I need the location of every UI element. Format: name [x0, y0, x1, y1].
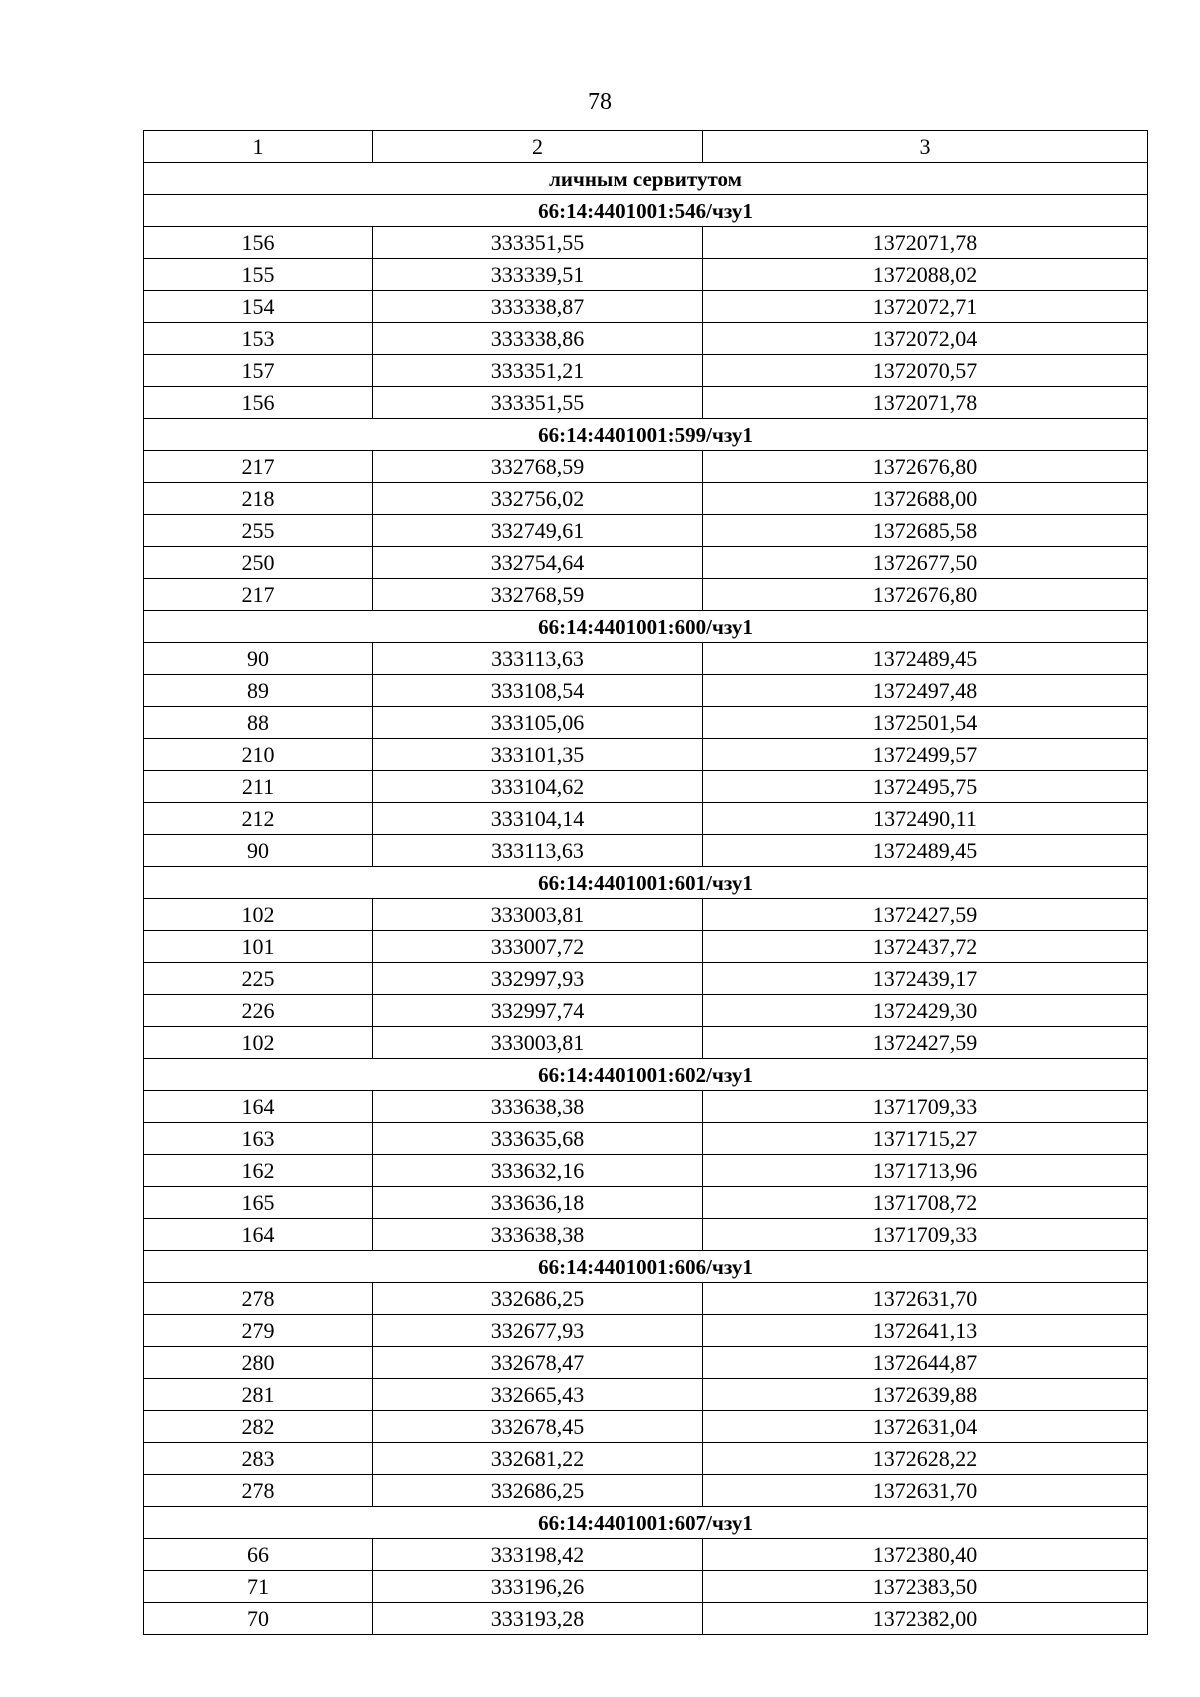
- x-coordinate-cell: 333105,06: [373, 707, 703, 739]
- point-number-cell: 89: [144, 675, 373, 707]
- x-coordinate-cell: 332749,61: [373, 515, 703, 547]
- y-coordinate-cell: 1372489,45: [703, 643, 1148, 675]
- point-number-cell: 279: [144, 1315, 373, 1347]
- y-coordinate-cell: 1371708,72: [703, 1187, 1148, 1219]
- section-title-row: [144, 867, 1148, 899]
- y-coordinate-cell: 1372688,00: [703, 483, 1148, 515]
- x-coordinate-cell: 333351,55: [373, 227, 703, 259]
- point-number-cell: 66: [144, 1539, 373, 1571]
- y-coordinate-cell: 1371709,33: [703, 1219, 1148, 1251]
- table-row: [144, 1283, 1148, 1315]
- point-number-cell: 162: [144, 1155, 373, 1187]
- point-number-cell: 225: [144, 963, 373, 995]
- x-coordinate-cell: 333007,72: [373, 931, 703, 963]
- x-coordinate-cell: 333104,14: [373, 803, 703, 835]
- y-coordinate-cell: 1372501,54: [703, 707, 1148, 739]
- y-coordinate-cell: 1372631,70: [703, 1475, 1148, 1507]
- point-number-cell: 88: [144, 707, 373, 739]
- point-number-cell: 70: [144, 1603, 373, 1635]
- page-number: 78: [588, 89, 612, 115]
- section-title: 66:14:4401001:607/чзу1: [144, 1507, 1148, 1539]
- table-row: [144, 1443, 1148, 1475]
- x-coordinate-cell: 332997,93: [373, 963, 703, 995]
- y-coordinate-cell: 1372685,58: [703, 515, 1148, 547]
- section-title-row: [144, 1507, 1148, 1539]
- x-coordinate-cell: 332677,93: [373, 1315, 703, 1347]
- point-number-cell: 255: [144, 515, 373, 547]
- point-number-cell: 154: [144, 291, 373, 323]
- table-row: [144, 675, 1148, 707]
- section-title: 66:14:4401001:600/чзу1: [144, 611, 1148, 643]
- x-coordinate-cell: 332768,59: [373, 579, 703, 611]
- header-cell-2: 2: [373, 131, 703, 163]
- y-coordinate-cell: 1372631,70: [703, 1283, 1148, 1315]
- x-coordinate-cell: 333113,63: [373, 643, 703, 675]
- x-coordinate-cell: 333351,21: [373, 355, 703, 387]
- point-number-cell: 281: [144, 1379, 373, 1411]
- y-coordinate-cell: 1372071,78: [703, 387, 1148, 419]
- section-title: 66:14:4401001:601/чзу1: [144, 867, 1148, 899]
- table-row: [144, 931, 1148, 963]
- point-number-cell: 211: [144, 771, 373, 803]
- x-coordinate-cell: 332678,47: [373, 1347, 703, 1379]
- x-coordinate-cell: 333003,81: [373, 1027, 703, 1059]
- point-number-cell: 165: [144, 1187, 373, 1219]
- table-row: [144, 739, 1148, 771]
- table-row: [144, 643, 1148, 675]
- y-coordinate-cell: 1372437,72: [703, 931, 1148, 963]
- x-coordinate-cell: 333101,35: [373, 739, 703, 771]
- y-coordinate-cell: 1371713,96: [703, 1155, 1148, 1187]
- table-row: [144, 803, 1148, 835]
- y-coordinate-cell: 1372497,48: [703, 675, 1148, 707]
- table-row: [144, 1379, 1148, 1411]
- y-coordinate-cell: 1372088,02: [703, 259, 1148, 291]
- section-title-row: [144, 1251, 1148, 1283]
- y-coordinate-cell: 1372631,04: [703, 1411, 1148, 1443]
- table-caption: личным сервитутом: [144, 163, 1148, 195]
- point-number-cell: 217: [144, 579, 373, 611]
- section-title: 66:14:4401001:606/чзу1: [144, 1251, 1148, 1283]
- point-number-cell: 157: [144, 355, 373, 387]
- x-coordinate-cell: 333193,28: [373, 1603, 703, 1635]
- x-coordinate-cell: 333632,16: [373, 1155, 703, 1187]
- y-coordinate-cell: 1372641,13: [703, 1315, 1148, 1347]
- point-number-cell: 156: [144, 387, 373, 419]
- y-coordinate-cell: 1372383,50: [703, 1571, 1148, 1603]
- x-coordinate-cell: 333338,86: [373, 323, 703, 355]
- table-row: [144, 1155, 1148, 1187]
- table-row: [144, 1187, 1148, 1219]
- point-number-cell: 156: [144, 227, 373, 259]
- y-coordinate-cell: 1372439,17: [703, 963, 1148, 995]
- table-row: [144, 963, 1148, 995]
- table-row: [144, 707, 1148, 739]
- point-number-cell: 226: [144, 995, 373, 1027]
- point-number-cell: 90: [144, 643, 373, 675]
- table-row: [144, 995, 1148, 1027]
- y-coordinate-cell: 1372072,04: [703, 323, 1148, 355]
- table-row: [144, 1571, 1148, 1603]
- coordinates-table: [143, 130, 1148, 1635]
- point-number-cell: 217: [144, 451, 373, 483]
- section-title-row: [144, 611, 1148, 643]
- point-number-cell: 153: [144, 323, 373, 355]
- table-row: [144, 483, 1148, 515]
- caption-row: [144, 163, 1148, 195]
- y-coordinate-cell: 1371709,33: [703, 1091, 1148, 1123]
- x-coordinate-cell: 333108,54: [373, 675, 703, 707]
- table-row: [144, 1475, 1148, 1507]
- x-coordinate-cell: 332997,74: [373, 995, 703, 1027]
- point-number-cell: 282: [144, 1411, 373, 1443]
- table-row: [144, 1603, 1148, 1635]
- y-coordinate-cell: 1372639,88: [703, 1379, 1148, 1411]
- x-coordinate-cell: 333198,42: [373, 1539, 703, 1571]
- coordinates-table-body: [144, 131, 1148, 1635]
- section-title: 66:14:4401001:602/чзу1: [144, 1059, 1148, 1091]
- table-row: [144, 1411, 1148, 1443]
- table-row: [144, 899, 1148, 931]
- point-number-cell: 280: [144, 1347, 373, 1379]
- point-number-cell: 278: [144, 1475, 373, 1507]
- y-coordinate-cell: 1372071,78: [703, 227, 1148, 259]
- point-number-cell: 250: [144, 547, 373, 579]
- x-coordinate-cell: 332678,45: [373, 1411, 703, 1443]
- y-coordinate-cell: 1372427,59: [703, 899, 1148, 931]
- y-coordinate-cell: 1372382,00: [703, 1603, 1148, 1635]
- table-row: [144, 1539, 1148, 1571]
- x-coordinate-cell: 332686,25: [373, 1475, 703, 1507]
- x-coordinate-cell: 333104,62: [373, 771, 703, 803]
- table-row: [144, 1123, 1148, 1155]
- header-cell-3: 3: [703, 131, 1148, 163]
- point-number-cell: 102: [144, 1027, 373, 1059]
- section-title-row: [144, 195, 1148, 227]
- point-number-cell: 101: [144, 931, 373, 963]
- y-coordinate-cell: 1372644,87: [703, 1347, 1148, 1379]
- point-number-cell: 102: [144, 899, 373, 931]
- y-coordinate-cell: 1371715,27: [703, 1123, 1148, 1155]
- table-row: [144, 579, 1148, 611]
- table-row: [144, 1091, 1148, 1123]
- x-coordinate-cell: 333635,68: [373, 1123, 703, 1155]
- y-coordinate-cell: 1372429,30: [703, 995, 1148, 1027]
- section-title: 66:14:4401001:599/чзу1: [144, 419, 1148, 451]
- section-title: 66:14:4401001:546/чзу1: [144, 195, 1148, 227]
- x-coordinate-cell: 333351,55: [373, 387, 703, 419]
- x-coordinate-cell: 332754,64: [373, 547, 703, 579]
- table-row: [144, 387, 1148, 419]
- table-row: [144, 835, 1148, 867]
- point-number-cell: 283: [144, 1443, 373, 1475]
- section-title-row: [144, 419, 1148, 451]
- x-coordinate-cell: 333113,63: [373, 835, 703, 867]
- y-coordinate-cell: 1372495,75: [703, 771, 1148, 803]
- x-coordinate-cell: 332665,43: [373, 1379, 703, 1411]
- header-cell-1: 1: [144, 131, 373, 163]
- y-coordinate-cell: 1372628,22: [703, 1443, 1148, 1475]
- x-coordinate-cell: 333338,87: [373, 291, 703, 323]
- table-row: [144, 1027, 1148, 1059]
- y-coordinate-cell: 1372070,57: [703, 355, 1148, 387]
- x-coordinate-cell: 333003,81: [373, 899, 703, 931]
- x-coordinate-cell: 333638,38: [373, 1091, 703, 1123]
- table-row: [144, 291, 1148, 323]
- x-coordinate-cell: 332681,22: [373, 1443, 703, 1475]
- y-coordinate-cell: 1372489,45: [703, 835, 1148, 867]
- table-row: [144, 1315, 1148, 1347]
- table-row: [144, 1347, 1148, 1379]
- point-number-cell: 155: [144, 259, 373, 291]
- table-row: [144, 355, 1148, 387]
- x-coordinate-cell: 332768,59: [373, 451, 703, 483]
- table-row: [144, 547, 1148, 579]
- point-number-cell: 212: [144, 803, 373, 835]
- x-coordinate-cell: 333196,26: [373, 1571, 703, 1603]
- table-row: [144, 771, 1148, 803]
- table-row: [144, 1219, 1148, 1251]
- table-row: [144, 259, 1148, 291]
- table-row: [144, 227, 1148, 259]
- y-coordinate-cell: 1372499,57: [703, 739, 1148, 771]
- x-coordinate-cell: 332686,25: [373, 1283, 703, 1315]
- point-number-cell: 210: [144, 739, 373, 771]
- y-coordinate-cell: 1372380,40: [703, 1539, 1148, 1571]
- x-coordinate-cell: 333638,38: [373, 1219, 703, 1251]
- x-coordinate-cell: 333636,18: [373, 1187, 703, 1219]
- point-number-cell: 164: [144, 1091, 373, 1123]
- point-number-cell: 163: [144, 1123, 373, 1155]
- x-coordinate-cell: 332756,02: [373, 483, 703, 515]
- table-row: [144, 515, 1148, 547]
- y-coordinate-cell: 1372072,71: [703, 291, 1148, 323]
- point-number-cell: 90: [144, 835, 373, 867]
- y-coordinate-cell: 1372427,59: [703, 1027, 1148, 1059]
- y-coordinate-cell: 1372490,11: [703, 803, 1148, 835]
- table-row: [144, 323, 1148, 355]
- point-number-cell: 278: [144, 1283, 373, 1315]
- point-number-cell: 71: [144, 1571, 373, 1603]
- y-coordinate-cell: 1372676,80: [703, 451, 1148, 483]
- section-title-row: [144, 1059, 1148, 1091]
- x-coordinate-cell: 333339,51: [373, 259, 703, 291]
- table-row: [144, 451, 1148, 483]
- point-number-cell: 218: [144, 483, 373, 515]
- header-row: [144, 131, 1148, 163]
- point-number-cell: 164: [144, 1219, 373, 1251]
- y-coordinate-cell: 1372676,80: [703, 579, 1148, 611]
- y-coordinate-cell: 1372677,50: [703, 547, 1148, 579]
